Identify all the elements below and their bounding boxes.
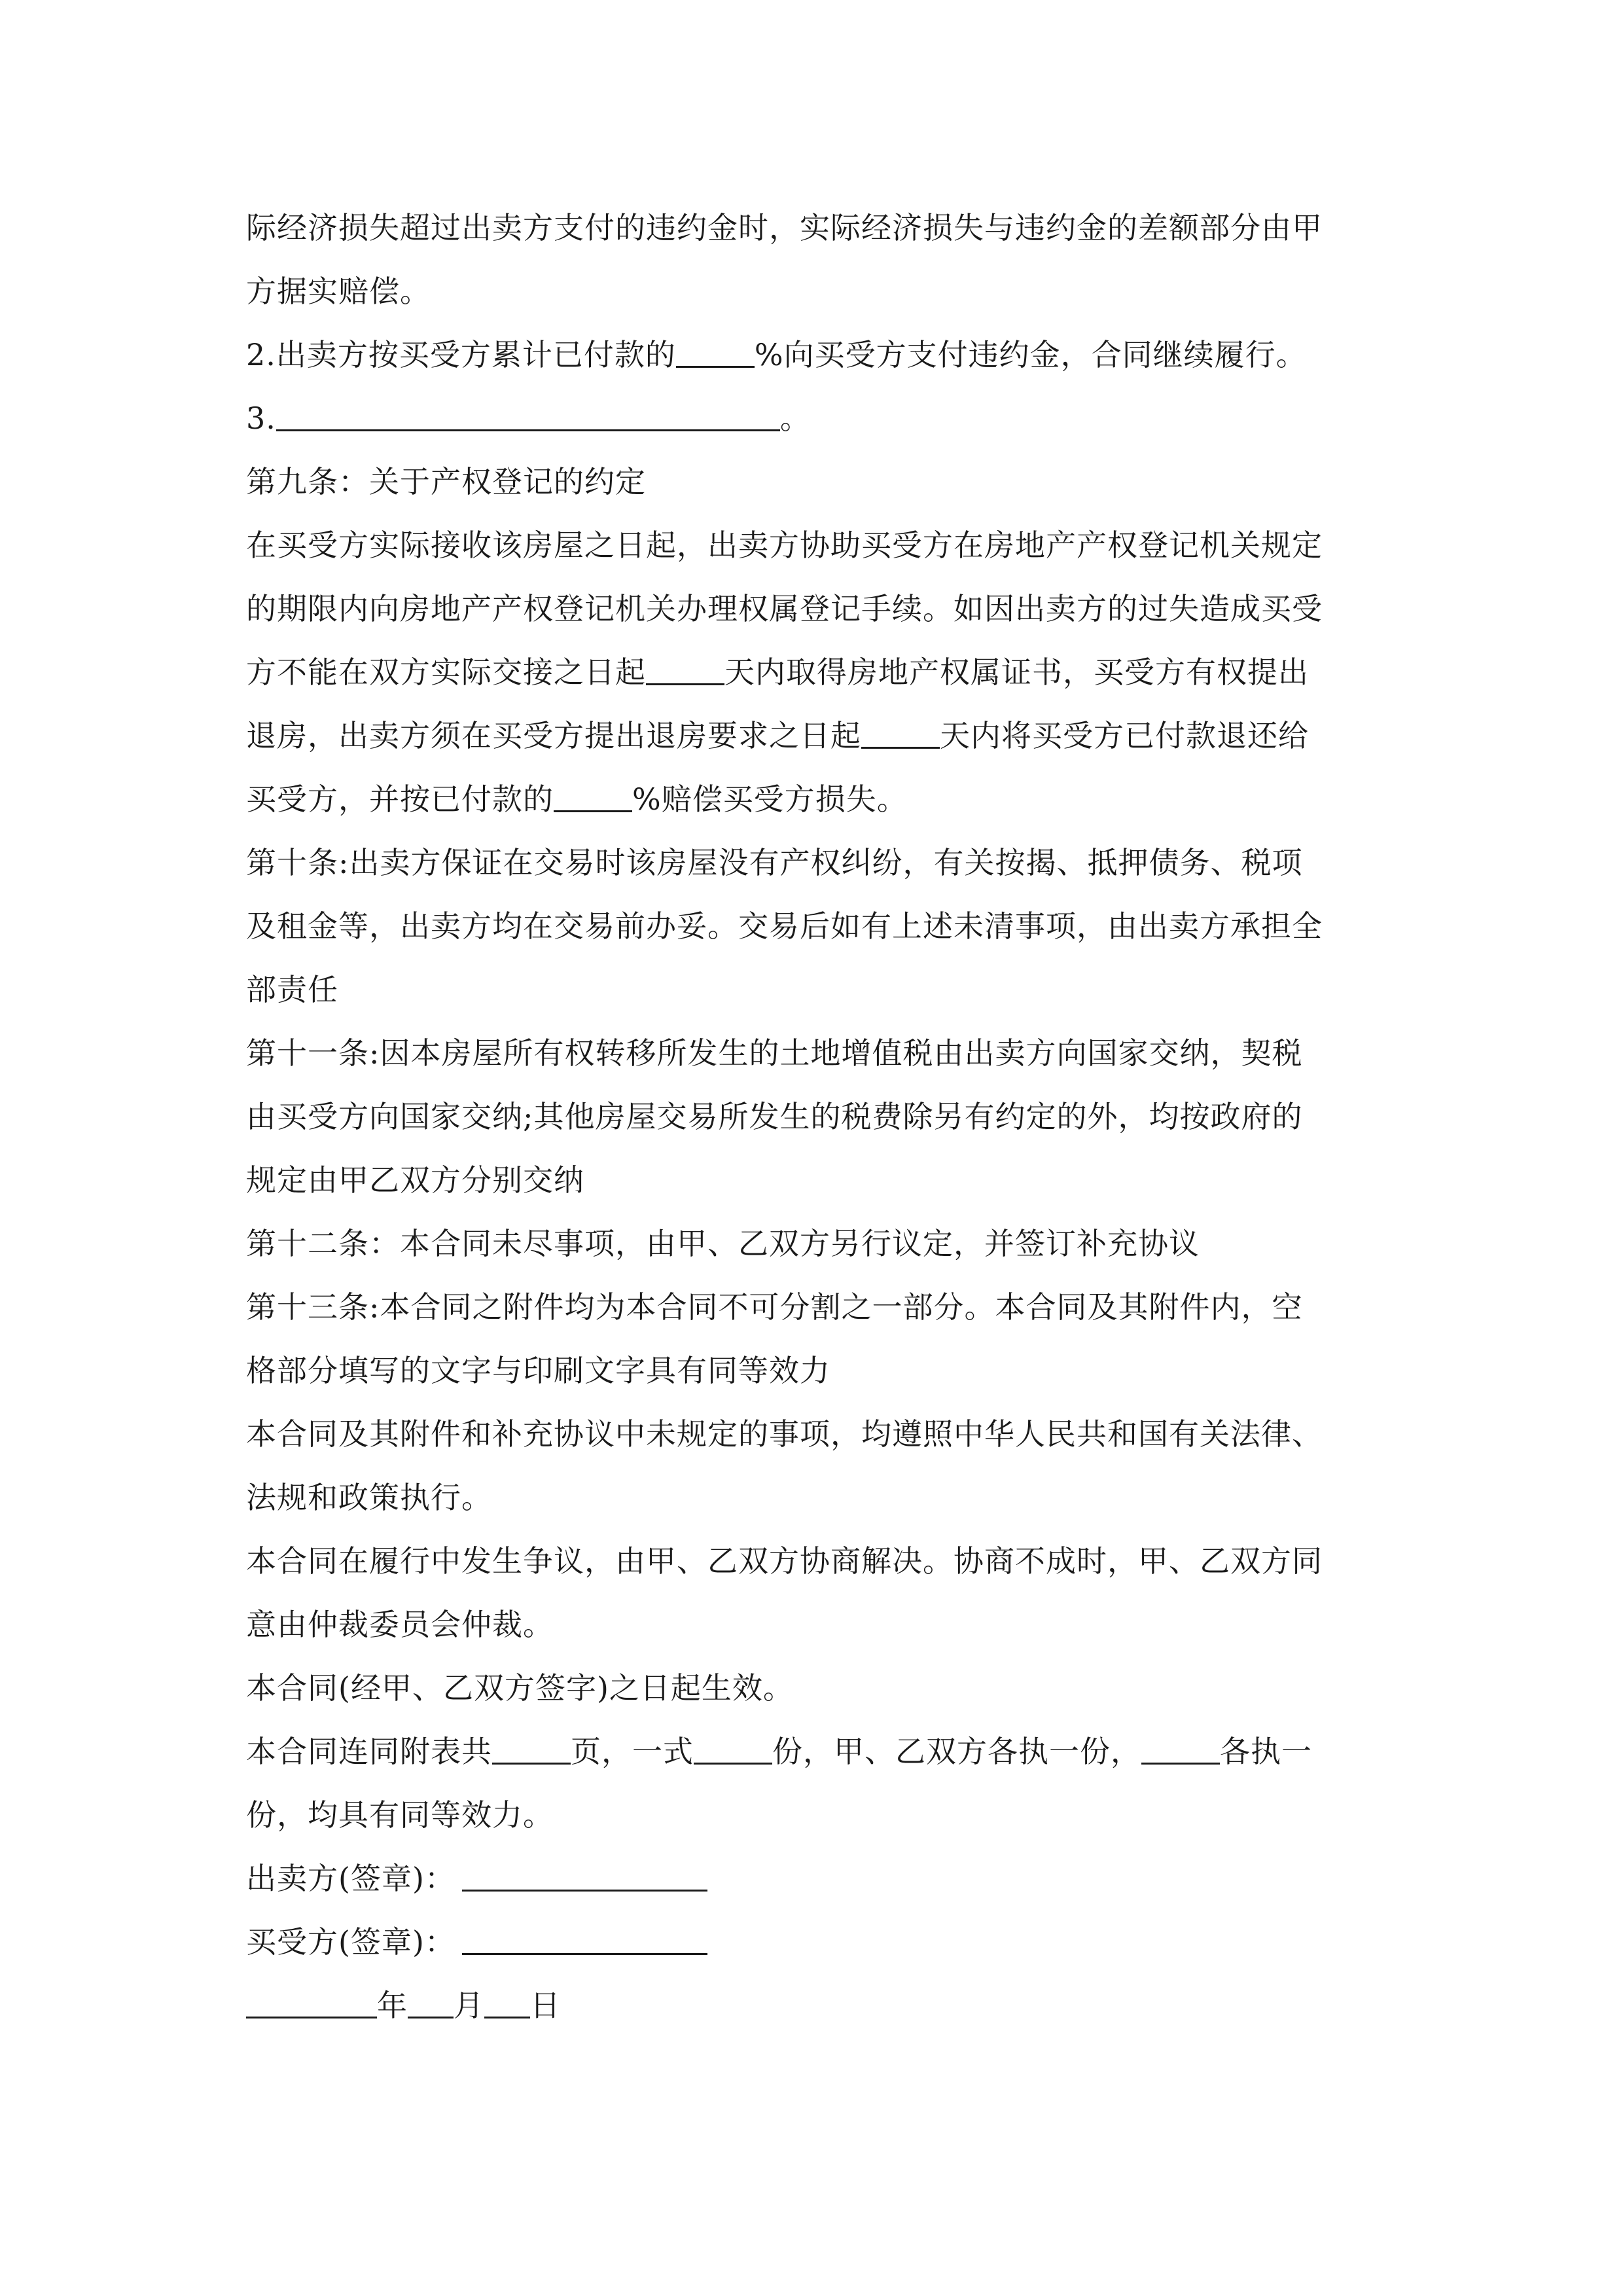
- fill-in-blank[interactable]: [554, 784, 632, 812]
- fill-in-blank[interactable]: [1141, 1736, 1220, 1765]
- article-10-line: [246, 831, 1398, 895]
- text: 本合同在履行中发生争议，由甲、乙双方协商解决。协商不成时，甲、乙双方同: [246, 1543, 1323, 1579]
- paragraph-line: [246, 1784, 1398, 1847]
- fill-in-blank[interactable]: [676, 340, 755, 368]
- paragraph-line: [246, 895, 1398, 958]
- paragraph-line: [246, 704, 1398, 768]
- paragraph-line: [246, 1149, 1398, 1212]
- text: 第十三条:本合同之附件均为本合同不可分割之一部分。本合同及其附件内，空: [246, 1289, 1303, 1325]
- paragraph-line: [246, 1466, 1398, 1530]
- paragraph-line: [246, 1593, 1398, 1657]
- paragraph-line: [246, 260, 1398, 323]
- text: 本合同连同附表共: [246, 1734, 492, 1769]
- contract-page: [246, 196, 1398, 2037]
- month-label: 月: [454, 1988, 484, 2023]
- article-12-line: [246, 1212, 1398, 1276]
- text: 各执一: [1220, 1734, 1312, 1769]
- text: 第十二条：本合同未尽事项，由甲、乙双方另行议定，并签订补充协议: [246, 1226, 1200, 1261]
- text: 第九条：关于产权登记的约定: [246, 464, 646, 499]
- text: 本合同(经甲、乙双方签字)之日起生效。: [246, 1670, 794, 1706]
- fill-in-blank[interactable]: [694, 1736, 772, 1765]
- buyer-signature-label: 买受方(签章)：: [246, 1924, 455, 1960]
- paragraph-line: [246, 196, 1398, 260]
- paragraph-line: [246, 1530, 1398, 1593]
- month-blank[interactable]: [408, 1990, 454, 2018]
- seller-signature-field[interactable]: [462, 1863, 707, 1892]
- text: 规定由甲乙双方分别交纳: [246, 1162, 584, 1198]
- date-line: [246, 1974, 1398, 2037]
- article-11-line: [246, 1022, 1398, 1085]
- buyer-signature-line: [246, 1910, 1398, 1974]
- text: 意由仲裁委员会仲裁。: [246, 1607, 554, 1642]
- paragraph-line: [246, 1720, 1398, 1784]
- text: 份，甲、乙双方各执一份，: [772, 1734, 1141, 1769]
- text: 页，一式: [571, 1734, 694, 1769]
- paragraph-line: [246, 768, 1398, 831]
- paragraph-line: [246, 1403, 1398, 1466]
- text: 法规和政策执行。: [246, 1480, 492, 1515]
- text: 本合同及其附件和补充协议中未规定的事项，均遵照中华人民共和国有关法律、: [246, 1416, 1323, 1452]
- seller-signature-label: 出卖方(签章)：: [246, 1861, 455, 1896]
- text: 的期限内向房地产产权登记机关办理权属登记手续。如因出卖方的过失造成买受: [246, 591, 1323, 626]
- paragraph-line: [246, 1657, 1398, 1720]
- paragraph-line: [246, 514, 1398, 577]
- paragraph-line: [246, 577, 1398, 641]
- fill-in-blank[interactable]: [276, 403, 780, 431]
- text: 在买受方实际接收该房屋之日起，出卖方协助买受方在房地产产权登记机关规定: [246, 528, 1323, 563]
- article-13-line: [246, 1276, 1398, 1339]
- text: 份，均具有同等效力。: [246, 1797, 554, 1833]
- clause-3-line: [246, 387, 1398, 450]
- text: 第十条:出卖方保证在交易时该房屋没有产权纠纷，有关按揭、抵押债务、税项: [246, 845, 1303, 880]
- text: 买受方，并按已付款的: [246, 781, 554, 817]
- text: 2.出卖方按买受方累计已付款的: [246, 337, 676, 372]
- year-blank[interactable]: [246, 1990, 377, 2018]
- article-9-heading: [246, 450, 1398, 514]
- paragraph-line: [246, 641, 1398, 704]
- text: %赔偿买受方损失。: [632, 781, 908, 817]
- day-label: 日: [530, 1988, 561, 2023]
- text: 。: [779, 401, 811, 436]
- text: 由买受方向国家交纳;其他房屋交易所发生的税费除另有约定的外，均按政府的: [246, 1099, 1303, 1134]
- fill-in-blank[interactable]: [861, 721, 940, 749]
- text: 方据实赔偿。: [246, 274, 431, 309]
- clause-2-line: [246, 323, 1398, 387]
- text: 际经济损失超过出卖方支付的违约金时，实际经济损失与违约金的差额部分由甲: [246, 210, 1323, 245]
- fill-in-blank[interactable]: [646, 657, 724, 685]
- text: 方不能在双方实际交接之日起: [246, 655, 646, 690]
- text: %向买受方支付违约金，合同继续履行。: [754, 337, 1307, 372]
- paragraph-line: [246, 1085, 1398, 1149]
- day-blank[interactable]: [484, 1990, 530, 2018]
- seller-signature-line: [246, 1847, 1398, 1910]
- text: 及租金等，出卖方均在交易前办妥。交易后如有上述未清事项，由出卖方承担全: [246, 908, 1323, 944]
- text: 退房，出卖方须在买受方提出退房要求之日起: [246, 718, 861, 753]
- paragraph-line: [246, 1339, 1398, 1403]
- text: 格部分填写的文字与印刷文字具有同等效力: [246, 1353, 830, 1388]
- text: 3.: [246, 401, 276, 436]
- text: 部责任: [246, 972, 338, 1007]
- year-label: 年: [377, 1988, 408, 2023]
- text: 天内将买受方已付款退还给: [940, 718, 1309, 753]
- text: 第十一条:因本房屋所有权转移所发生的土地增值税由出卖方向国家交纳，契税: [246, 1035, 1303, 1071]
- text: 天内取得房地产权属证书，买受方有权提出: [724, 655, 1309, 690]
- fill-in-blank[interactable]: [492, 1736, 571, 1765]
- paragraph-line: [246, 958, 1398, 1022]
- buyer-signature-field[interactable]: [462, 1927, 707, 1955]
